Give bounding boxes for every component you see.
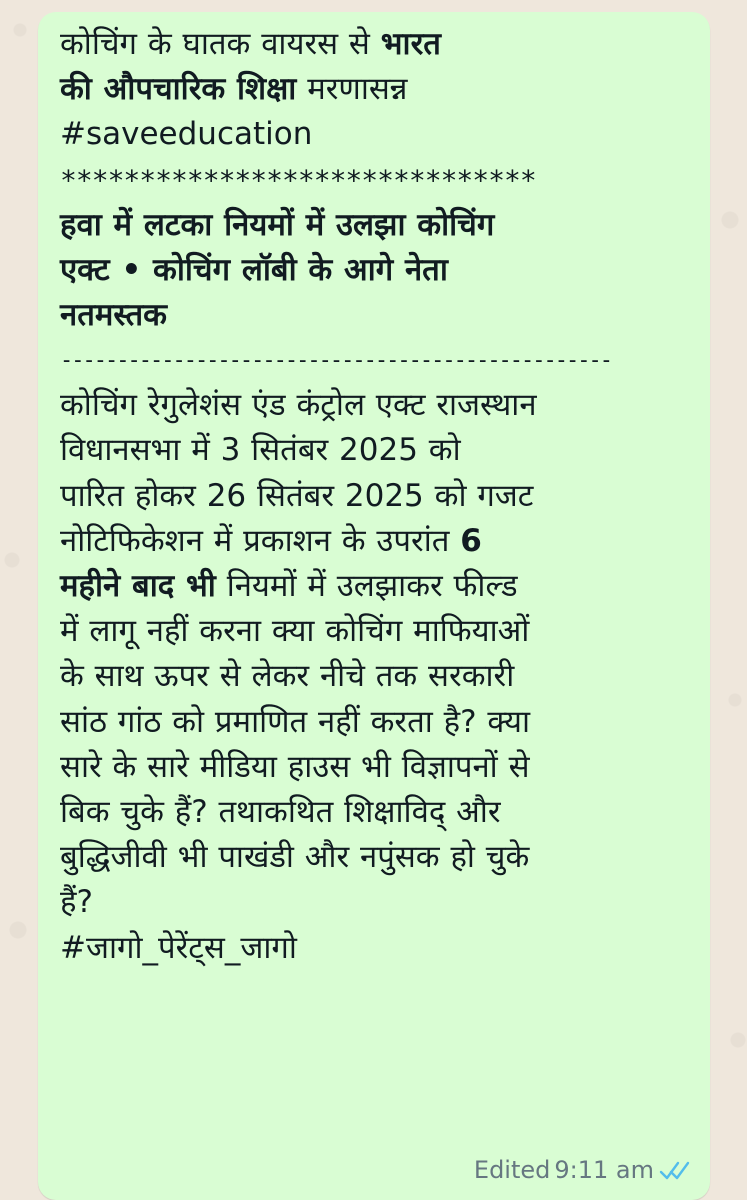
message-line-2-normal: मरणासन्न: [296, 71, 408, 108]
message-text: [60, 22, 688, 971]
body-bold-months-later: महीने बाद भी: [60, 568, 216, 605]
body-line-9: सारे के सारे मीडिया हाउस भी विज्ञापनों से: [60, 748, 530, 785]
body-line-10: बिक चुके हैं? तथाकथित शिक्षाविद् और: [60, 794, 501, 831]
body-bold-six: 6: [460, 522, 482, 559]
message-line-1-bold: भारत: [380, 26, 441, 62]
message-line-1: [60, 22, 688, 67]
body-line-4-text: नोटिफिकेशन में प्रकाशन के उपरांत: [60, 522, 461, 559]
body-line-7: के साथ ऊपर से लेकर नीचे तक सरकारी: [60, 658, 515, 695]
heading-line-2: एक्ट • कोचिंग लॉबी के आगे नेता: [60, 251, 448, 288]
body-line-8: सांठ गांठ को प्रमाणित नहीं करता है? क्या: [60, 703, 531, 740]
body-line-5-rest: नियमों में उलझाकर फील्ड: [215, 568, 518, 605]
star-separator: ******************************: [60, 163, 536, 197]
body-line-6: में लागू नहीं करना क्या कोचिंग माफियाओं: [60, 613, 530, 650]
heading-line-3: नतमस्तक: [60, 297, 167, 334]
body-line-1: कोचिंग रेगुलेशंस एंड कंट्रोल एक्ट राजस्थान: [60, 387, 537, 424]
heading-line-1: हवा में लटका नियमों में उलझा कोचिंग: [60, 206, 495, 243]
message-meta: [474, 1156, 692, 1184]
body-line-11: बुद्धिजीवी भी पाखंडी और नपुंसक हो चुके: [60, 839, 530, 876]
save-education-hashtag[interactable]: #saveeducation: [60, 116, 313, 153]
body-line-3: पारित होकर 26 सितंबर 2025 को गजट: [60, 477, 534, 514]
body-line-4: [60, 519, 688, 564]
body-line-12: हैं?: [60, 884, 93, 921]
message-time: 9:11 am: [554, 1156, 654, 1184]
outgoing-message-bubble[interactable]: [38, 12, 710, 1200]
message-line-2: [60, 67, 688, 112]
body-line-5: [60, 564, 688, 609]
dash-separator: -------------------------------------------------: [60, 348, 612, 374]
message-line-2-bold: की औपचारिक शिक्षा: [60, 71, 297, 108]
edited-label: Edited: [473, 1156, 551, 1184]
message-line-1-normal: कोचिंग के घातक वायरस से: [60, 26, 381, 62]
parents-hashtag[interactable]: #जागो_पेरेंट्स_जागो: [60, 929, 297, 966]
body-line-2: विधानसभा में 3 सितंबर 2025 को: [60, 432, 461, 469]
double-check-icon: [658, 1158, 692, 1182]
